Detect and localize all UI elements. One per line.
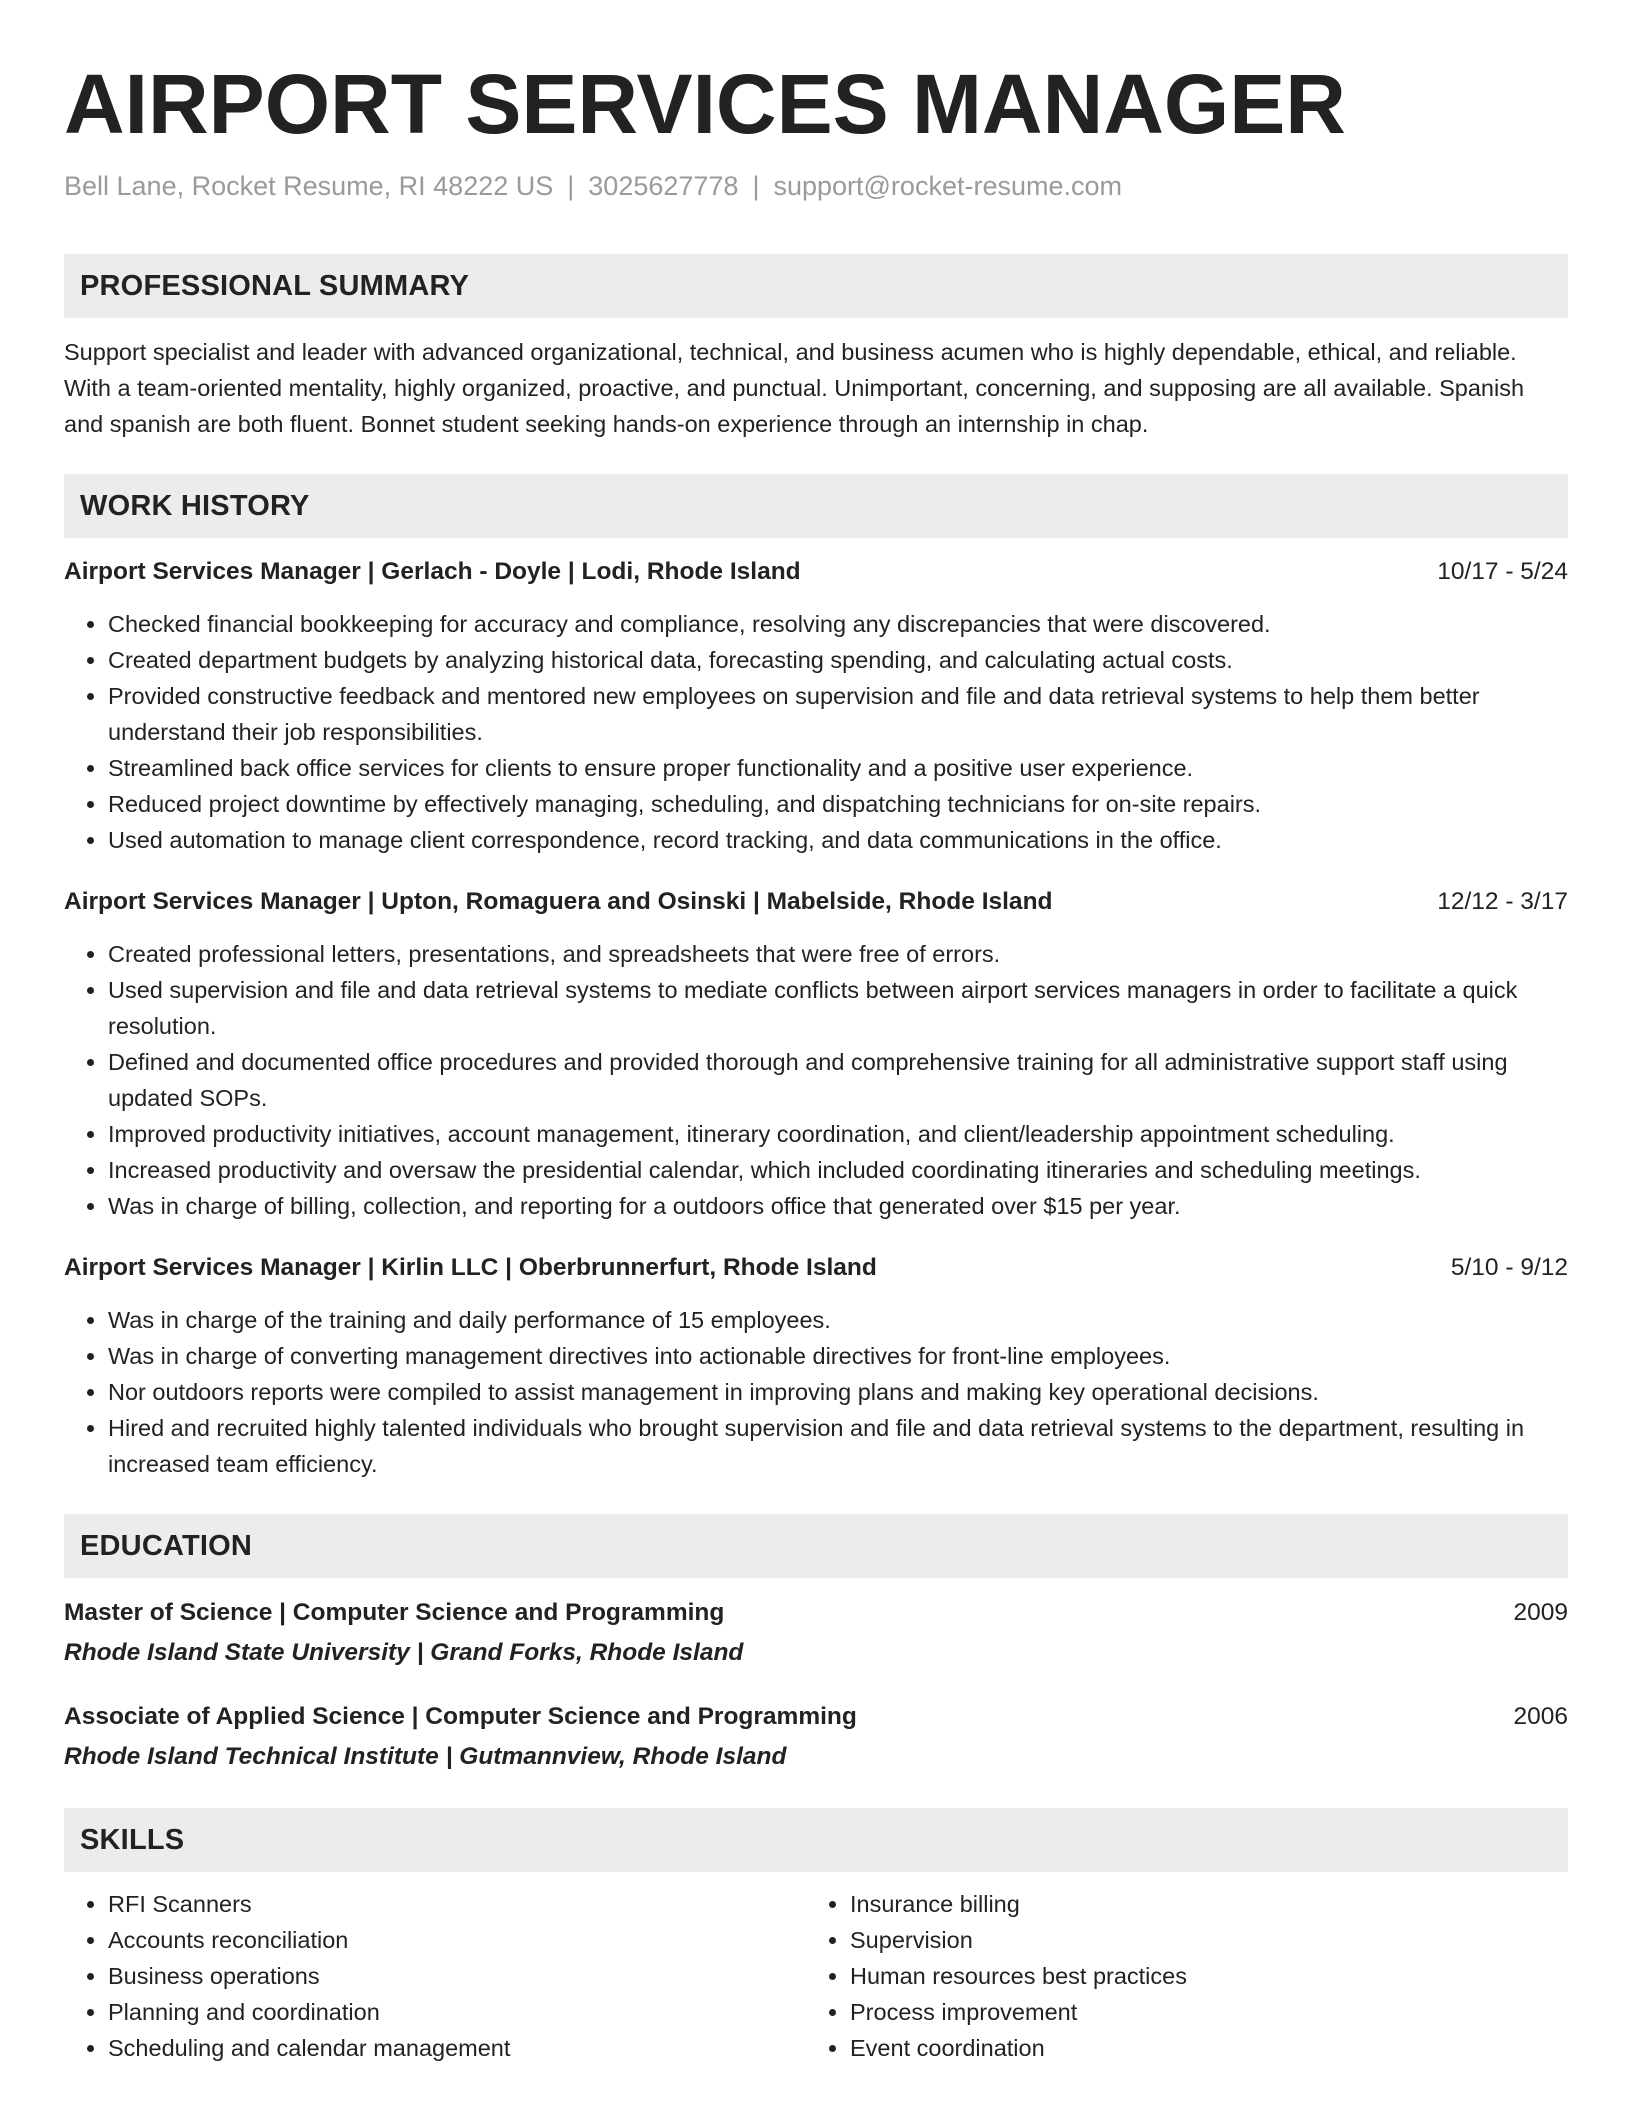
job-bullets bbox=[64, 936, 1568, 1224]
education-degree: Master of Science | Computer Science and Programming bbox=[64, 1599, 725, 1626]
contact-separator: | bbox=[567, 171, 575, 201]
phone: 3025627778 bbox=[588, 171, 739, 201]
section-header-skills: SKILLS bbox=[64, 1808, 1568, 1872]
education-entry bbox=[64, 1698, 1568, 1776]
skill-item: • Supervision bbox=[850, 1922, 1548, 1958]
skill-item: • Planning and coordination bbox=[108, 1994, 806, 2030]
job-entry bbox=[64, 554, 1568, 858]
job-header bbox=[64, 884, 1568, 920]
education-year: 2009 bbox=[1513, 1599, 1568, 1626]
job-bullets bbox=[64, 1302, 1568, 1482]
skill-item: • Process improvement bbox=[850, 1994, 1548, 2030]
skills-column-right bbox=[806, 1886, 1548, 2066]
job-entry bbox=[64, 884, 1568, 1224]
job-bullet: • Increased productivity and oversaw the presidential calendar, which included coordinating itineraries and scheduling meetings. bbox=[108, 1152, 1568, 1188]
job-bullet: • Checked financial bookkeeping for accuracy and compliance, resolving any discrepancies that were discovered. bbox=[108, 606, 1568, 642]
skill-item: • Insurance billing bbox=[850, 1886, 1548, 1922]
job-bullet: • Was in charge of the training and daily performance of 15 employees. bbox=[108, 1302, 1568, 1338]
education-year: 2006 bbox=[1513, 1703, 1568, 1730]
section-header-summary: PROFESSIONAL SUMMARY bbox=[64, 254, 1568, 318]
job-entry bbox=[64, 1250, 1568, 1482]
job-dates: 12/12 - 3/17 bbox=[1437, 888, 1568, 915]
education-degree: Associate of Applied Science | Computer Science and Programming bbox=[64, 1703, 857, 1730]
job-bullet: • Defined and documented office procedures and provided thorough and comprehensive training for all administrative support staff using updated SOPs. bbox=[108, 1044, 1568, 1116]
job-title: Airport Services Manager | Kirlin LLC | Oberbrunnerfurt, Rhode Island bbox=[64, 1254, 877, 1281]
job-dates: 10/17 - 5/24 bbox=[1437, 558, 1568, 585]
education-header bbox=[64, 1698, 1568, 1736]
job-bullet: • Used automation to manage client correspondence, record tracking, and data communications in the office. bbox=[108, 822, 1568, 858]
job-header bbox=[64, 1250, 1568, 1286]
candidate-name: AIRPORT SERVICES MANAGER bbox=[64, 57, 1346, 151]
skills-list bbox=[64, 1886, 806, 2066]
job-bullet: • Nor outdoors reports were compiled to assist management in improving plans and making key operational decisions. bbox=[108, 1374, 1568, 1410]
job-bullet: • Was in charge of billing, collection, and reporting for a outdoors office that generated over $15 per year. bbox=[108, 1188, 1568, 1224]
job-title: Airport Services Manager | Upton, Romaguera and Osinski | Mabelside, Rhode Island bbox=[64, 888, 1053, 915]
skill-item: • Event coordination bbox=[850, 2030, 1548, 2066]
section-header-education: EDUCATION bbox=[64, 1514, 1568, 1578]
skills-list bbox=[806, 1886, 1548, 2066]
contact-separator: | bbox=[752, 171, 760, 201]
skill-item: • Business operations bbox=[108, 1958, 806, 1994]
job-bullets bbox=[64, 606, 1568, 858]
job-dates: 5/10 - 9/12 bbox=[1450, 1254, 1568, 1281]
job-header bbox=[64, 554, 1568, 590]
job-bullet: • Used supervision and file and data retrieval systems to mediate conflicts between airport services managers in order to facilitate a quick resolution. bbox=[108, 972, 1568, 1044]
job-bullet: • Created professional letters, presentations, and spreadsheets that were free of errors. bbox=[108, 936, 1568, 972]
job-bullet: • Created department budgets by analyzing historical data, forecasting spending, and calculating actual costs. bbox=[108, 642, 1568, 678]
education-header bbox=[64, 1594, 1568, 1632]
skill-item: • RFI Scanners bbox=[108, 1886, 806, 1922]
skill-item: • Human resources best practices bbox=[850, 1958, 1548, 1994]
email: support@rocket-resume.com bbox=[773, 171, 1122, 201]
job-title: Airport Services Manager | Gerlach - Doyle | Lodi, Rhode Island bbox=[64, 558, 801, 585]
education-entry bbox=[64, 1594, 1568, 1672]
contact-line bbox=[64, 168, 1568, 204]
address: Bell Lane, Rocket Resume, RI 48222 US bbox=[64, 171, 554, 201]
education-school: Rhode Island State University | Grand Forks, Rhode Island bbox=[64, 1639, 744, 1666]
section-header-work-history: WORK HISTORY bbox=[64, 474, 1568, 538]
job-bullet: • Improved productivity initiatives, account management, itinerary coordination, and client/leadership appointment scheduling. bbox=[108, 1116, 1568, 1152]
skill-item: • Accounts reconciliation bbox=[108, 1922, 806, 1958]
summary-text: Support specialist and leader with advanced organizational, technical, and business acumen who is highly dependable, ethical, and reliable. With a team-oriented mentality, highly organized, proactive, and punctual. Unimportant, concerning, and supposing are all available. Spanish and spanish are both fluent. Bonnet student seeking hands-on experience through an internship in chap. bbox=[64, 339, 1525, 437]
job-bullet: • Reduced project downtime by effectively managing, scheduling, and dispatching technicians for on-site repairs. bbox=[108, 786, 1568, 822]
job-bullet: • Hired and recruited highly talented individuals who brought supervision and file and data retrieval systems to the department, resulting in increased team efficiency. bbox=[108, 1410, 1568, 1482]
job-bullet: • Was in charge of converting management directives into actionable directives for front-line employees. bbox=[108, 1338, 1568, 1374]
job-bullet: • Provided constructive feedback and mentored new employees on supervision and file and data retrieval systems to help them better understand their job responsibilities. bbox=[108, 678, 1568, 750]
skills-column-left bbox=[64, 1886, 806, 2066]
education-school: Rhode Island Technical Institute | Gutmannview, Rhode Island bbox=[64, 1743, 787, 1770]
skill-item: • Scheduling and calendar management bbox=[108, 2030, 806, 2066]
skills-columns bbox=[64, 1886, 1568, 2066]
job-bullet: • Streamlined back office services for clients to ensure proper functionality and a positive user experience. bbox=[108, 750, 1568, 786]
